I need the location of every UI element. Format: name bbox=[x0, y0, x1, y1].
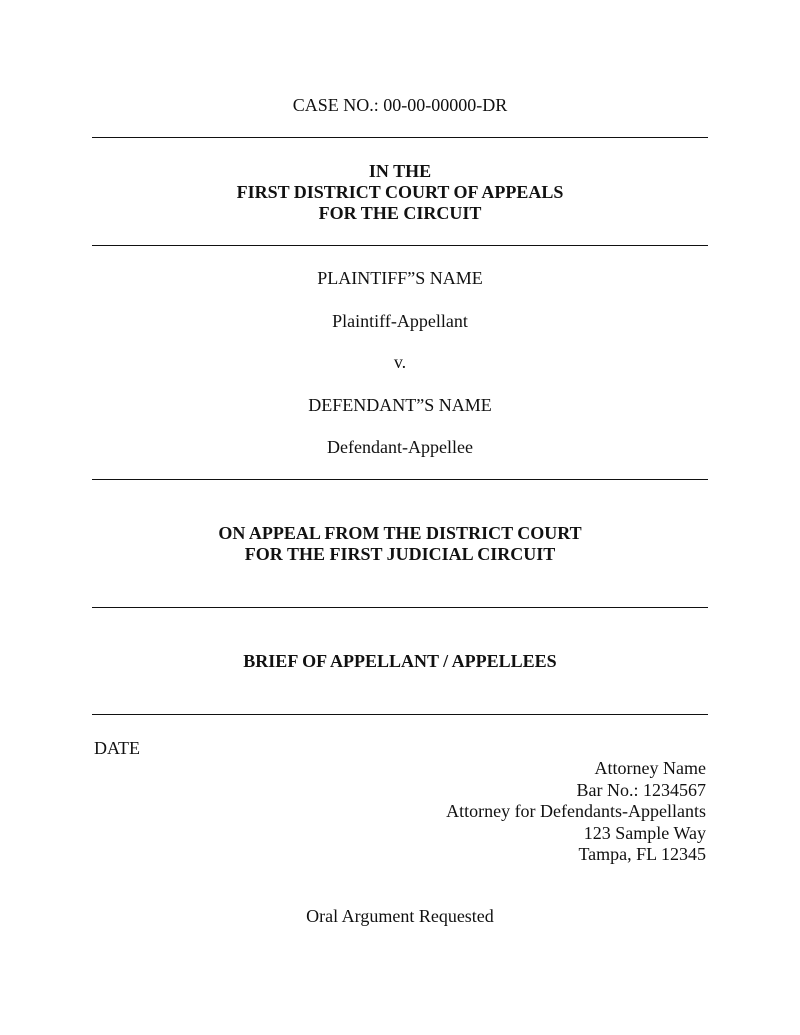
attorney-block bbox=[446, 758, 706, 866]
defendant-role: Defendant-Appellee bbox=[327, 437, 473, 457]
versus-label: v. bbox=[393, 352, 407, 372]
rule-4 bbox=[92, 607, 708, 608]
rule-2 bbox=[92, 245, 708, 246]
rule-3 bbox=[92, 479, 708, 480]
appeal-line-1: ON APPEAL FROM THE DISTRICT COURT bbox=[218, 523, 582, 543]
plaintiff-name: PLAINTIFF”S NAME bbox=[317, 268, 483, 288]
plaintiff-role: Plaintiff-Appellant bbox=[332, 311, 468, 331]
court-line-2: FIRST DISTRICT COURT OF APPEALS bbox=[236, 182, 564, 202]
oral-argument-note: Oral Argument Requested bbox=[306, 906, 494, 926]
case-number: CASE NO.: 00-00-00000-DR bbox=[292, 95, 508, 115]
court-line-3: FOR THE CIRCUIT bbox=[318, 203, 482, 223]
rule-5 bbox=[92, 714, 708, 715]
attorney-city: Tampa, FL 12345 bbox=[578, 844, 706, 864]
attorney-name: Attorney Name bbox=[594, 758, 706, 778]
attorney-role: Attorney for Defendants-Appellants bbox=[446, 801, 706, 821]
attorney-street: 123 Sample Way bbox=[583, 822, 706, 843]
court-line-1: IN THE bbox=[368, 161, 432, 181]
date-label: DATE bbox=[94, 738, 140, 758]
rule-1 bbox=[92, 137, 708, 138]
attorney-bar-number: Bar No.: 1234567 bbox=[576, 779, 706, 800]
appeal-line-2: FOR THE FIRST JUDICIAL CIRCUIT bbox=[244, 544, 556, 564]
brief-title: BRIEF OF APPELLANT / APPELLEES bbox=[243, 651, 557, 671]
defendant-name: DEFENDANT”S NAME bbox=[308, 395, 492, 415]
